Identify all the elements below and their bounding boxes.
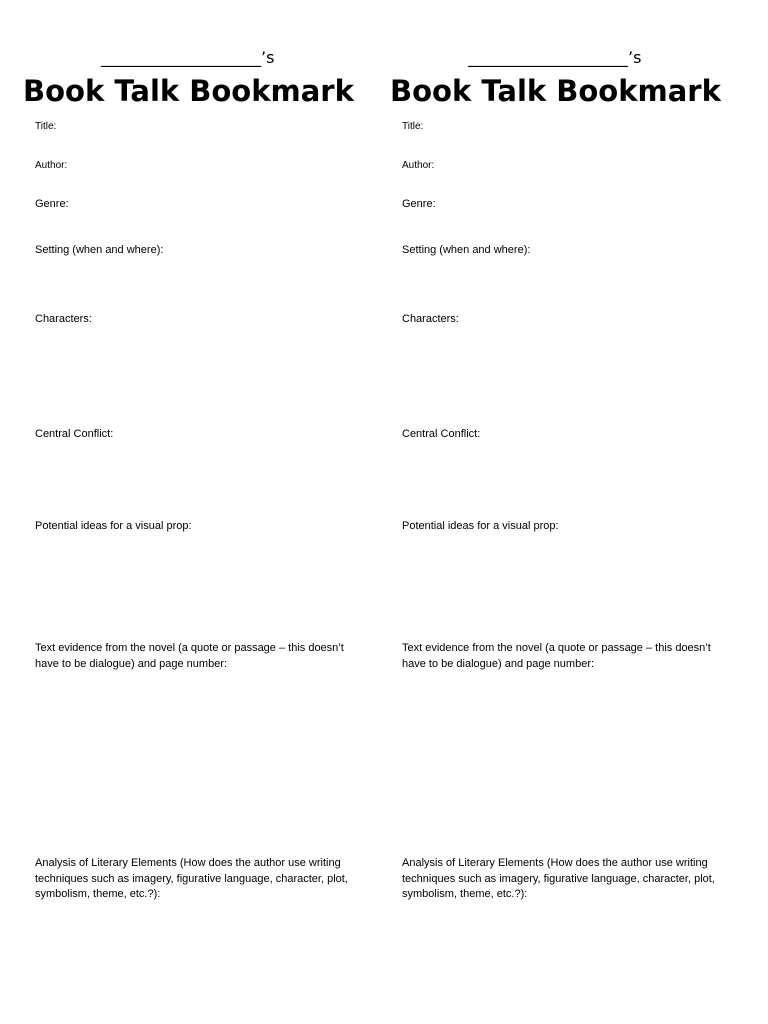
genre-label: Genre: [402,198,436,210]
bookmark-right [390,0,742,1024]
characters-label: Characters: [35,313,92,325]
title-label: Title: [402,121,424,132]
genre-label: Genre: [35,198,69,210]
author-label: Author: [402,160,435,171]
setting-label: Setting (when and where): [402,244,531,256]
central-conflict-label: Central Conflict: [35,428,114,440]
student-name-line: ____________________’s [101,48,275,67]
bookmark-title: Book Talk Bookmark [23,74,354,108]
title-label: Title: [35,121,57,132]
student-name-line: ____________________’s [468,48,642,67]
setting-label: Setting (when and where): [35,244,164,256]
characters-label: Characters: [402,313,459,325]
analysis-label: Analysis of Literary Elements (How does the author use writing techniques such as imagery, figurative language, character, plot, symbolism, theme, etc.?): [402,857,715,900]
central-conflict-label: Central Conflict: [402,428,481,440]
visual-prop-label: Potential ideas for a visual prop: [402,520,559,532]
text-evidence-label: Text evidence from the novel (a quote or passage – this doesn’t have to be dialogue) and page number: [402,642,711,670]
bookmark-left [23,0,375,1024]
analysis-label: Analysis of Literary Elements (How does the author use writing techniques such as imagery, figurative language, character, plot, symbolism, theme, etc.?): [35,857,348,900]
text-evidence-label: Text evidence from the novel (a quote or passage – this doesn’t have to be dialogue) and page number: [35,642,344,670]
visual-prop-label: Potential ideas for a visual prop: [35,520,192,532]
author-label: Author: [35,160,68,171]
bookmark-title: Book Talk Bookmark [390,74,721,108]
